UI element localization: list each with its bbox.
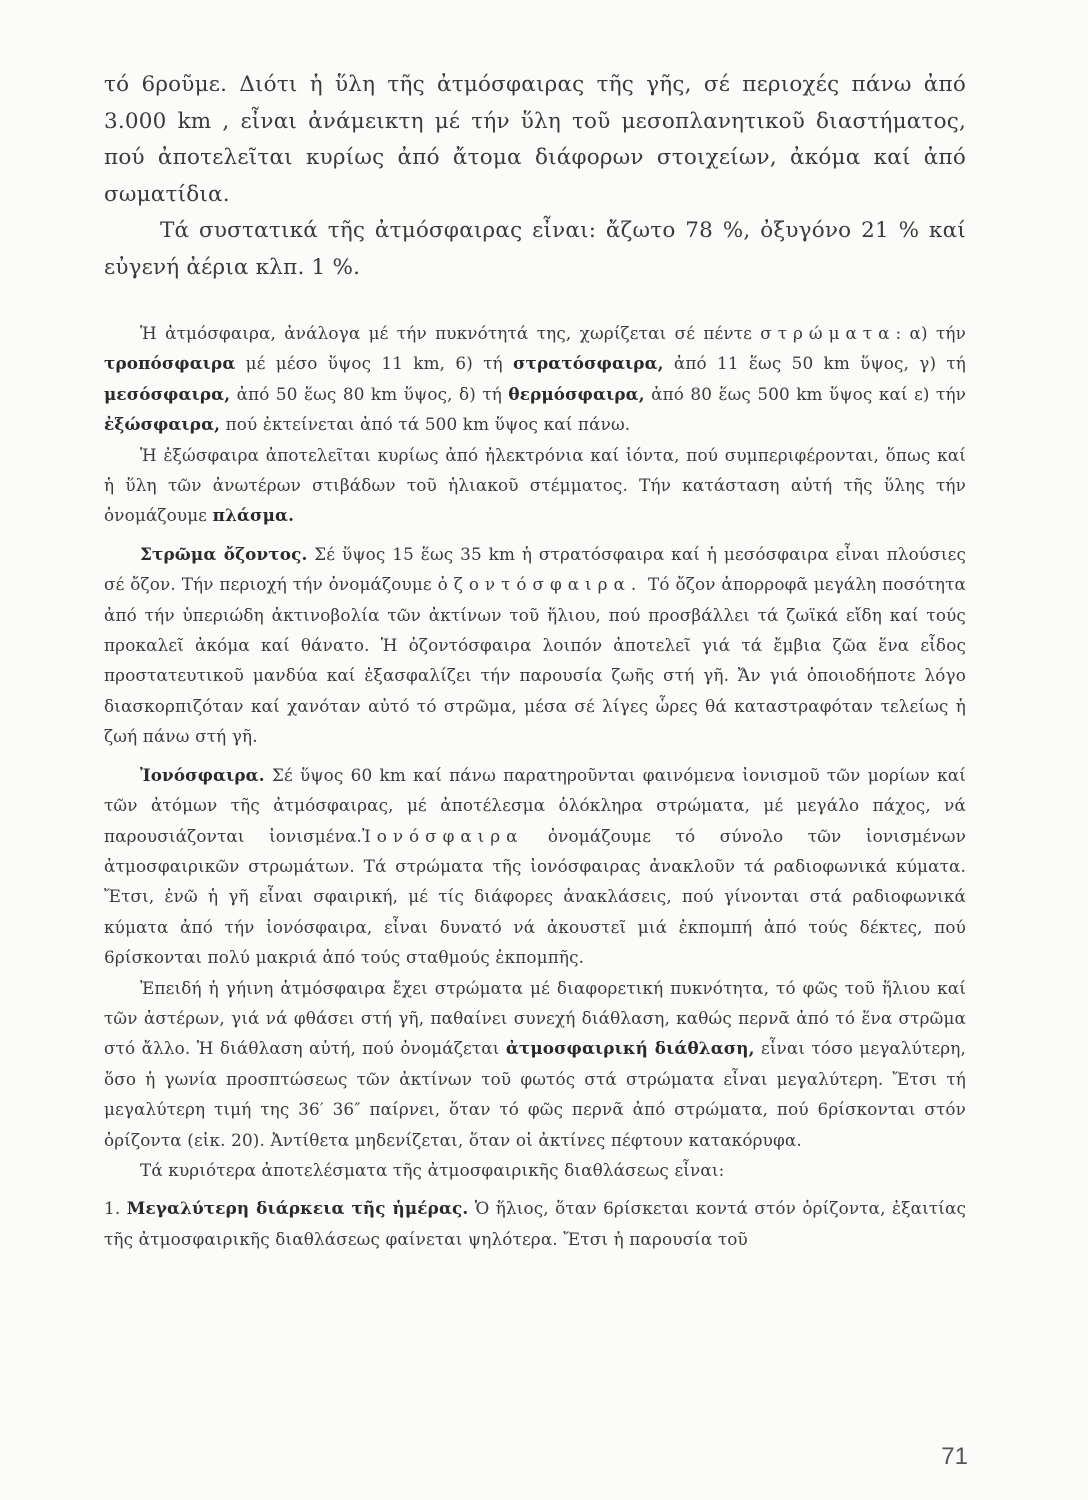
text: Ἡ ἐξώσφαιρα ἀποτελεῖται κυρίως ἀπό ἠλεκτρόνια καί ἰόντα, πού συμπεριφέρονται, ὅπως καί ἡ ὕλη τῶν ἀνωτέρων στιβάδων τοῦ ἡλιακοῦ στέμματος. Τήν κατάσταση αὐτή τῆς ὕλης τήν ὀνομάζουμε (104, 444, 966, 526)
ozone-paragraph (104, 539, 966, 752)
text: : α) τήν (895, 323, 966, 343)
composition-paragraph: Τά συστατικά τῆς ἀτμόσφαιρας εἶναι: ἄζωτο 78 %, ὀξυγόνο 21 % καί εὐγενή ἀέρια κλπ. 1 %. (104, 218, 966, 280)
ionosphere-heading: Ἰονόσφαιρα. (140, 764, 265, 785)
term-refraction: ἀτμοσφαιρική διάθλαση, (505, 1038, 755, 1059)
exosphere-paragraph (104, 440, 966, 531)
term-mesosphere: μεσόσφαιρα, (104, 383, 231, 404)
term-thermosphere: θερμόσφαιρα, (508, 383, 645, 404)
spaced-term: ὀζοντόσφαιρα. (437, 574, 643, 595)
term-plasma: πλάσμα. (212, 505, 295, 526)
text: Ἡ ἀτμόσφαιρα, ἀνάλογα μέ τήν πυκνότητά της, χωρίζεται σέ πέντε (140, 323, 752, 343)
text: εἶναι τόσο μεγαλύτερη, ὅσο ἡ γωνία προσπτώσεως τῶν ἀκτίνων τοῦ φωτός στά στρώματα εἶναι μεγαλύτερη. Ἔτσι τή μεγαλύτερη τιμή της 36′ 36″ παίρνει, ὅταν τό φῶς περνᾶ ἀπό στρώματα, πού 6ρίσκονται στόν ὁρίζοντα (εἰκ. 20). Ἀντίθετα μηδενίζεται, ὅταν οἱ ἀκτίνες πέφτουν κατακόρυφα. (104, 1038, 966, 1150)
intro-paragraph: τό 6ροῦμε. Διότι ἡ ὕλη τῆς ἀτμόσφαιρας τῆς γῆς, σέ περιοχές πάνω ἀπό 3.000 km , εἶναι ἀνάμεικτη μέ τήν ὕλη τοῦ μεσοπλανητικοῦ διαστήματος, πού ἀποτελεῖται κυρίως ἀπό ἄτομα διάφορων στοιχείων, ἀκόμα καί ἀπό σωματίδια. (104, 72, 966, 207)
term-exosphere: ἐξώσφαιρα, (104, 414, 221, 435)
text: Ἐπειδή ἡ γήινη ἀτμόσφαιρα ἔχει στρώματα μέ διαφορετική πυκνότητα, τό φῶς τοῦ ἥλιου καί τῶν ἀστέρων, γιά νά φθάσει στή γῆ, παθαίνει συνεχή διάθλαση, καθώς περνᾶ ἀπό τό ἕνα στρῶμα στό ἄλλο. Ἡ διάθλαση αὐτή, πού ὀνομάζεται (104, 977, 966, 1059)
body-section (104, 318, 966, 1254)
results-intro: Τά κυριότερα ἀποτελέσματα τῆς ἀτμοσφαιρικῆς διαθλάσεως εἶναι: (140, 1159, 725, 1180)
layers-paragraph (104, 318, 966, 440)
text: Ὁ ἥλιος, ὅταν 6ρίσκεται κοντά στόν ὁρίζοντα, ἐξαιτίας τῆς ἀτμοσφαιρικῆς διαθλάσεως φαίνεται ψηλότερα. Ἔτσι ἡ παρουσία τοῦ (104, 1198, 966, 1249)
text: ἀπό 80 ἕως 500 km ὕψος καί ε) τήν (651, 383, 967, 404)
term-troposphere: τροπόσφαιρα (104, 353, 236, 374)
text: πού ἐκτείνεται ἀπό τά 500 km ὕψος καί πάνω. (225, 414, 631, 435)
result-item-1 (104, 1193, 966, 1254)
text: Σέ ὕψος 60 km καί πάνω παρατηροῦνται φαινόμενα ἰονισμοῦ τῶν μορίων καί τῶν ἀτόμων τῆς ἀτμόσφαιρας, μέ ἀποτέλεσμα ὁλόκληρα στρώματα, μέ μεγάλο πάχος, νά παρουσιάζονται ἰονισμένα. (104, 764, 967, 846)
spaced-term: Ἰονόσφαιρα (361, 825, 524, 846)
text: ὀνομάζουμε τό σύνολο τῶν ἰονισμένων ἀτμοσφαιρικῶν στρωμάτων. Τά στρώματα τῆς ἰονόσφαιρας ἀνακλοῦν τά ραδιοφωνικά κύματα. Ἔτσι, ἐνῶ ἡ γῆ εἶναι σφαιρική, μέ τίς διάφορες ἀνακλάσεις, πού γίνονται στά ραδιοφωνικά κύματα ἀπό τήν ἰονόσφαιρα, εἶναι δυνατό νά ἀκουστεῖ μιά ἐκπομπή ἀπό τούς δέκτες, πού 6ρίσκονται πολύ μακριά ἀπό τούς σταθμούς ἐκπομπῆς. (104, 825, 966, 968)
text: ἀπό 11 ἕως 50 km ὕψος, γ) τή (673, 353, 967, 374)
page-number: 71 (941, 1443, 968, 1470)
result-heading: Μεγαλύτερη διάρκεια τῆς ἡμέρας. (126, 1198, 469, 1219)
text: ἀπό 50 ἕως 80 km ὕψος, δ) τή (236, 383, 502, 404)
item-number: 1. (104, 1198, 121, 1219)
text: Τό ὄζον ἀπορροφᾶ μεγάλη ποσότητα ἀπό τήν ὑπεριώδη ἀκτινοβολία τῶν ἀκτίνων τοῦ ἥλιου, πού προσβάλλει τά ζωϊκά εἴδη καί τούς προκαλεῖ ἀκόμα καί θάνατο. Ἡ ὀζοντόσφαιρα λοιπόν ἀποτελεῖ γιά τά ἔμβια ζῶα ἕνα εἶδος προστατευτικοῦ μανδύα καί ἐξασφαλίζει τήν παρουσία ζωῆς στή γῆ. Ἄν γιά ὁποιοδήποτε λόγο διασκορπιζόταν καί χανόταν αὐτό τό στρῶμα, μέσα σέ λίγες ὧρες θά καταστραφόταν τελείως ἡ ζωή πάνω στή γῆ. (104, 574, 967, 747)
text: μέ μέσο ὕψος 11 km, 6) τή (245, 353, 503, 374)
ionosphere-paragraph (104, 760, 966, 973)
term-stratosphere: στρατόσφαιρα, (512, 353, 664, 374)
intro-section (104, 67, 966, 287)
text: Σέ ὕψος 15 ἕως 35 km ἡ στρατόσφαιρα καί ἡ μεσόσφαιρα εἶναι πλούσιες σέ ὄζον. Τήν περιοχή τήν ὀνομάζουμε (104, 543, 966, 595)
ozone-heading: Στρῶμα ὄζοντος. (140, 543, 308, 564)
refraction-paragraph (104, 973, 966, 1155)
spaced-term: στρώματα (760, 323, 896, 343)
